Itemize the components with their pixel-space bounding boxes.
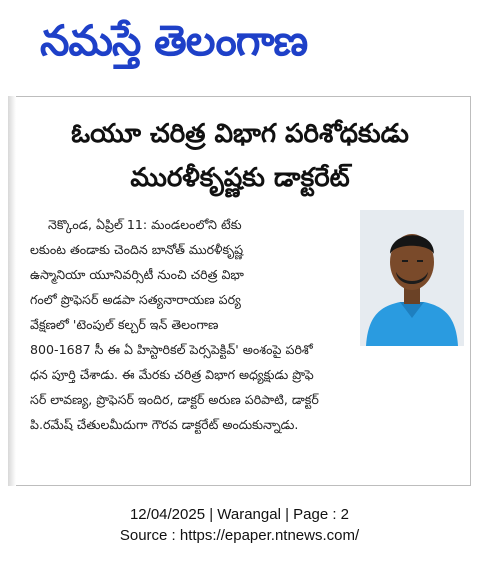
- body-line: సర్ లావణ్య, ప్రొఫెసర్ ఇందిర, డాక్టర్ అరుణ పరిపాటి, డాక్టర్: [30, 392, 319, 407]
- body-line: ధన పూర్తి చేశాడు. ఈ మేరకు చరిత్ర విభాగ అధ్యక్షుడు ప్రొఫె: [30, 367, 314, 382]
- article-body: [30, 212, 462, 437]
- body-line: 800-1687 సీ ఈ ఏ హిస్టారికల్ పెర్సపెక్టివ్' అంశంపై పరిశో: [30, 342, 313, 357]
- body-line: గంలో ప్రొఫెసర్ అడపా సత్యనారాయణ పర్య: [30, 292, 241, 307]
- card-shadow: [8, 96, 16, 486]
- headline-line-2: మురళీకృష్ణకు డాక్టరేట్: [130, 163, 350, 193]
- body-line: వేక్షణలో 'టెంపుల్ కల్చర్ ఇన్ తెలంగాణ: [30, 317, 219, 332]
- headline-line-1: ఓయూ చరిత్ర విభాగ పరిశోధకుడు: [71, 119, 409, 149]
- edition-info: 12/04/2025 | Warangal | Page : 2: [129, 506, 350, 523]
- source-url: Source : https://epaper.ntnews.com/: [119, 527, 360, 544]
- body-line: ఉస్మానియా యూనివర్సిటీ నుంచి చరిత్ర విభా: [30, 267, 244, 282]
- body-line: లకుంట తండాకు చెందిన బానోత్ మురళీకృష్ణ: [30, 242, 244, 257]
- newspaper-masthead: నమస్తే తెలంగాణ: [40, 16, 308, 65]
- body-line: పి.రమేష్ చేతులమీదుగా గౌరవ డాక్టరేట్ అందుకున్నాడు.: [30, 417, 299, 432]
- body-line: నెక్కొండ, ఏప్రిల్ 11: మండలంలోని టేకు: [48, 217, 242, 232]
